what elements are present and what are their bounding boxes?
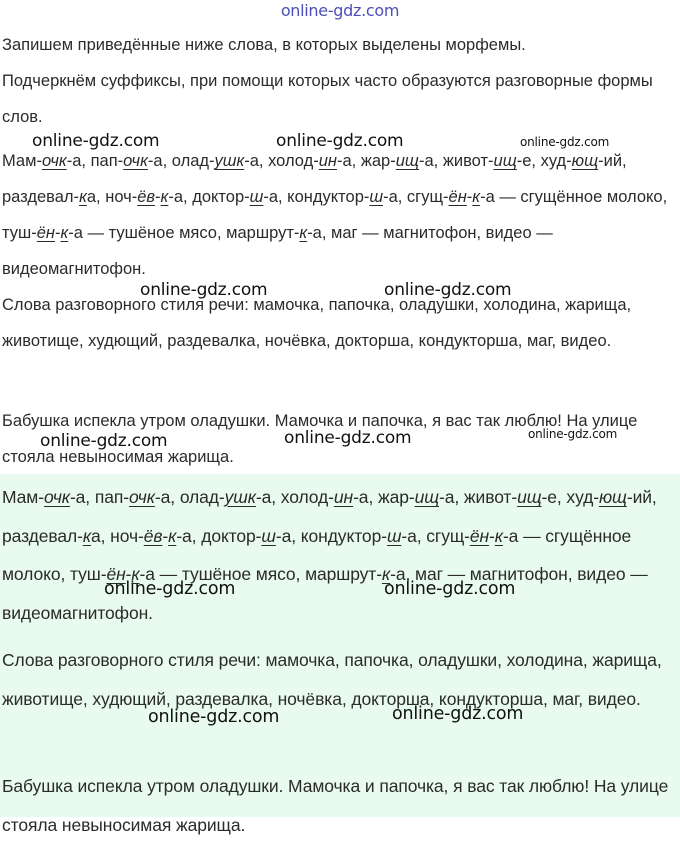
word-root: кондуктор- (300, 525, 387, 546)
word-root: маршрут- (226, 224, 300, 242)
answer-colloquial-words: Слова разговорного стиля речи: мамочка, папочка, оладушки, холодина, жарища, животище, худющий, раздевалка, ночёвка, докторша, кондукторша, маг, видео. (2, 650, 662, 709)
watermark: online-gdz.com (284, 428, 412, 448)
word-root: раздевал- (2, 188, 80, 206)
hyphen: - (489, 525, 495, 546)
suffix: к (79, 188, 87, 206)
example-sentences: Бабушка испекла утром оладушки. Мамочка и папочка, я вас так люблю! На улице стояла невыносимая жарища. (2, 412, 638, 466)
word-root: маршрут- (305, 564, 382, 584)
suffix: к (160, 188, 169, 206)
word-ending: -а, (337, 152, 361, 170)
word-ending: -а, (275, 525, 301, 546)
word-ending: а, (91, 525, 111, 546)
suffix: ён (469, 525, 490, 546)
morpheme-list (2, 143, 678, 287)
suffix: ин (333, 487, 354, 507)
word-ending: -е, (541, 487, 567, 507)
intro-line-2: Подчеркнём суффиксы, при помощи которых часто образуются разговорные формы слов. (2, 72, 653, 126)
suffix: ш (369, 188, 384, 206)
word-ending: а, (86, 188, 106, 206)
suffix: ёв (137, 188, 156, 206)
word-ending: -а, (383, 188, 407, 206)
hyphen: - (466, 188, 473, 206)
suffix: к (472, 188, 481, 206)
hyphen: - (162, 525, 169, 546)
word-ending: -ий, (598, 152, 627, 170)
suffix: очк (43, 487, 70, 507)
hyphen: - (55, 224, 61, 242)
word-root: Мам- (2, 152, 42, 170)
suffix: ищ (395, 152, 419, 170)
watermark: online-gdz.com (520, 135, 610, 149)
intro-block (2, 27, 678, 135)
watermark: online-gdz.com (392, 704, 524, 724)
site-title[interactable]: online-gdz.com (280, 1, 400, 20)
hyphen: - (125, 564, 132, 584)
suffix: ш (386, 525, 402, 546)
watermark: online-gdz.com (104, 579, 236, 599)
word-root: жар- (360, 152, 396, 170)
word-root: худ- (566, 487, 599, 507)
hyphen: - (155, 188, 161, 206)
suffix: ющ (598, 487, 627, 507)
word-root: холод- (268, 152, 319, 170)
word-ending: -а — сгущённое молоко, (480, 188, 668, 206)
suffix: ищ (517, 487, 542, 507)
word-ending: -а, маг — магнитофон, видео — видеомагнитофон. (2, 564, 648, 623)
word-ending: -а, (168, 188, 193, 206)
word-root: пап- (90, 152, 124, 170)
word-root: доктор- (201, 525, 262, 546)
word-ending: -а, (147, 152, 172, 170)
suffix: к (381, 564, 391, 584)
watermark: online-gdz.com (528, 427, 618, 441)
word-root: кондуктор- (287, 188, 370, 206)
suffix: к (168, 525, 177, 546)
suffix: очк (128, 487, 155, 507)
word-ending: -а, (353, 487, 378, 507)
word-root: доктор- (192, 188, 250, 206)
suffix: ён (106, 564, 126, 584)
suffix: очк (123, 152, 148, 170)
suffix: ёв (143, 525, 163, 546)
word-ending: -ий, (626, 487, 657, 507)
answer-morpheme-paragraph (2, 478, 678, 632)
suffix: ушк (214, 152, 245, 170)
word-ending: -а, (263, 188, 288, 206)
intro-line-1: Запишем приведённые ниже слова, в которых выделены морфемы. (2, 36, 526, 54)
suffix: ищ (493, 152, 517, 170)
answer-colloquial-block (2, 641, 678, 718)
suffix: ш (261, 525, 276, 546)
word-ending: -а, (154, 487, 180, 507)
suffix: ш (249, 188, 264, 206)
suffix: ищ (414, 487, 440, 507)
suffix: ин (318, 152, 337, 170)
suffix: ён (448, 188, 467, 206)
site-header (0, 0, 680, 24)
word-ending: -а, (439, 487, 464, 507)
word-ending: -а, (401, 525, 427, 546)
colloquial-words: Слова разговорного стиля речи: мамочка, папочка, оладушки, холодина, жарища, животище, худющий, раздевалка, ночёвка, докторша, кондукторша, маг, видео. (2, 296, 632, 350)
watermark: online-gdz.com (140, 280, 268, 300)
word-root: Мам- (2, 487, 44, 507)
word-root: худ- (540, 152, 572, 170)
word-root: раздевал- (2, 525, 83, 546)
word-ending: -а — тушёное мясо, (139, 564, 306, 584)
watermark: online-gdz.com (148, 707, 280, 727)
suffix: ушк (224, 487, 256, 507)
suffix: к (299, 224, 308, 242)
suffix: к (60, 224, 69, 242)
watermark: online-gdz.com (32, 131, 160, 151)
word-root: холод- (280, 487, 334, 507)
answer-example-sentences: Бабушка испекла утром оладушки. Мамочка и папочка, я вас так люблю! На улице стояла невыносимая жарища. (2, 776, 669, 835)
word-ending: -а, (66, 152, 91, 170)
answer-morpheme-list (2, 478, 678, 632)
word-ending: -е, (516, 152, 541, 170)
watermark: online-gdz.com (384, 579, 516, 599)
word-root: пап- (94, 487, 129, 507)
suffix: к (494, 525, 503, 546)
answer-sentences-block (2, 767, 678, 844)
word-root: олад- (171, 152, 215, 170)
word-ending: -а, (418, 152, 443, 170)
word-ending: -а, маг — магнитофон, видео — видеомагнитофон. (2, 224, 553, 278)
colloquial-words-block (2, 287, 678, 359)
word-ending: -а — тушёное мясо, (68, 224, 227, 242)
suffix: ющ (571, 152, 599, 170)
word-root: ноч- (105, 188, 138, 206)
word-ending: -а, (244, 152, 269, 170)
suffix: очк (41, 152, 67, 170)
word-root: туш- (2, 224, 37, 242)
word-root: туш- (70, 564, 107, 584)
word-root: живот- (463, 487, 518, 507)
word-ending: -а, (69, 487, 95, 507)
watermark: online-gdz.com (40, 431, 168, 451)
word-root: ноч- (110, 525, 144, 546)
word-root: олад- (179, 487, 225, 507)
morpheme-paragraph (2, 143, 678, 287)
word-root: живот- (442, 152, 494, 170)
suffix: к (82, 525, 91, 546)
watermark: online-gdz.com (384, 280, 512, 300)
word-root: сгущ- (406, 188, 449, 206)
word-root: жар- (377, 487, 415, 507)
watermark: online-gdz.com (276, 131, 404, 151)
suffix: к (131, 564, 140, 584)
word-root: сгущ- (426, 525, 470, 546)
word-ending: -а — сгущённое молоко, (2, 525, 632, 584)
word-ending: -а, (255, 487, 281, 507)
suffix: ён (36, 224, 55, 242)
word-ending: -а, (176, 525, 202, 546)
